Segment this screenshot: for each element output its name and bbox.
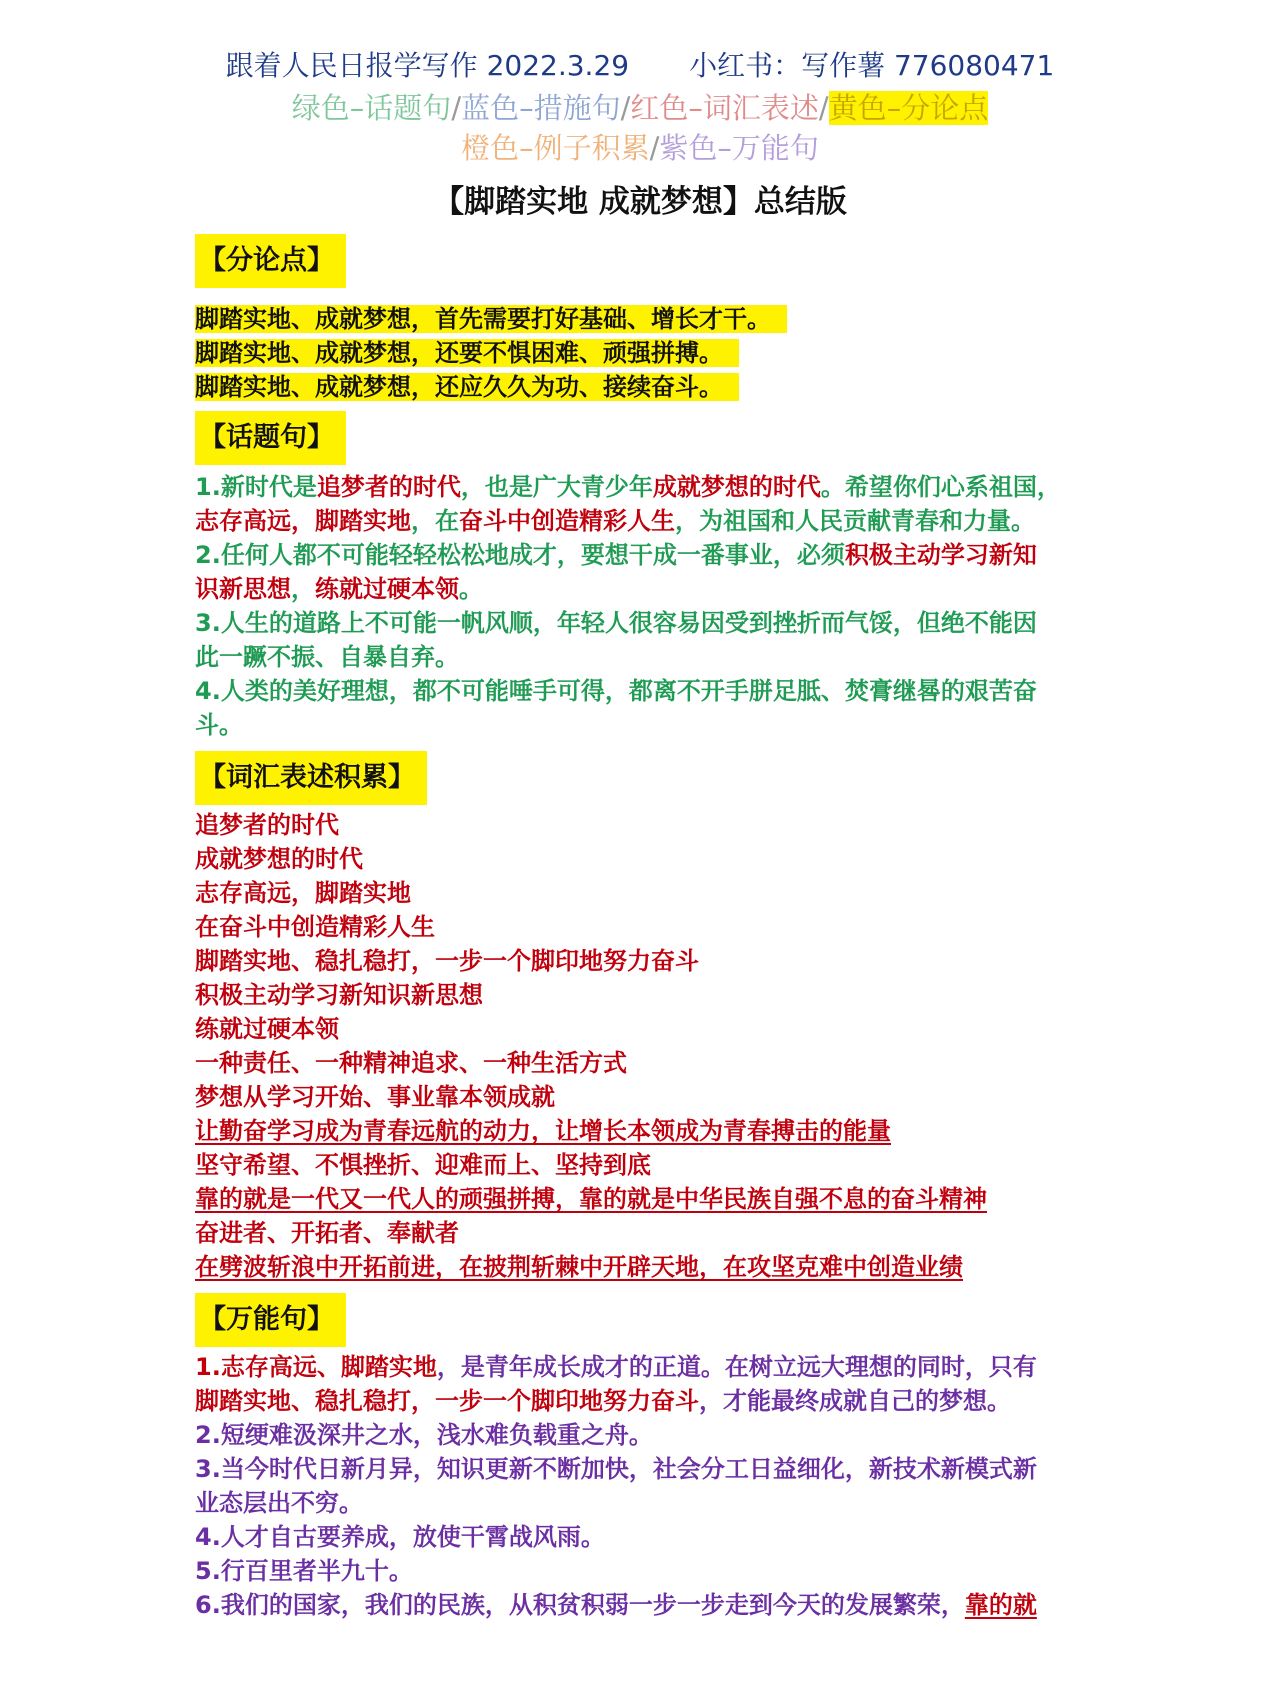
vocab-item: 志存高远，脚踏实地 bbox=[195, 879, 411, 907]
universal-text: 6.我们的国家，我们的民族，从积贫积弱一步一步走到今天的发展繁荣， bbox=[195, 1591, 965, 1619]
topic-text: ， bbox=[291, 575, 315, 603]
topic-text: 4.人类的美好理想，都不可能唾手可得，都离不开手胼足胝、焚膏继晷的艰苦奋 bbox=[195, 677, 1037, 705]
universal-vocab-underlined: 靠的就 bbox=[964, 1591, 1037, 1619]
topic-vocab: 积极主动学习新知 bbox=[844, 541, 1037, 569]
legend-separator: / bbox=[451, 91, 462, 125]
vocab-item: 梦想从学习开始、事业靠本领成就 bbox=[195, 1083, 555, 1111]
universal-text: 4.人才自古要养成，放使干霄战风雨。 bbox=[195, 1523, 605, 1551]
vocab-item: 练就过硬本领 bbox=[195, 1015, 339, 1043]
topic-text: ，也是广大青少年 bbox=[460, 473, 653, 501]
vocab-item: 追梦者的时代 bbox=[195, 811, 339, 839]
universal-text: 5.行百里者半九十。 bbox=[195, 1557, 413, 1585]
color-legend-line-2 bbox=[0, 126, 1280, 167]
topic-sentences bbox=[195, 470, 1115, 742]
point-item: 脚踏实地、成就梦想，首先需要打好基础、增长才干。 bbox=[195, 305, 787, 333]
universal-text: ，是青年成长成才的正道。在树立远大理想的同时，只有 bbox=[436, 1353, 1037, 1381]
legend-separator: / bbox=[620, 91, 631, 125]
topic-text: ，在 bbox=[411, 507, 459, 535]
topic-text: 斗。 bbox=[195, 711, 243, 739]
vocab-item: 在奋斗中创造精彩人生 bbox=[195, 913, 435, 941]
vocab-item: 奋进者、开拓者、奉献者 bbox=[195, 1219, 459, 1247]
vocab-item: 坚守希望、不惧挫折、迎难而上、坚持到底 bbox=[195, 1151, 651, 1179]
header-source: 跟着人民日报学写作 2022.3.29 bbox=[225, 49, 630, 82]
universal-text: ，才能最终成就自己的梦想。 bbox=[699, 1387, 1011, 1415]
universal-text: 2.短绠难汲深井之水，浅水难负载重之舟。 bbox=[195, 1421, 653, 1449]
topic-text: 。希望你们心系祖国， bbox=[820, 473, 1061, 501]
universal-text: 业态层出不穷。 bbox=[195, 1489, 363, 1517]
topic-text: 1.新时代是 bbox=[195, 473, 317, 501]
legend-separator: / bbox=[649, 131, 660, 165]
universal-vocab: 脚踏实地、稳扎稳打，一步一个脚印地努力奋斗 bbox=[195, 1387, 699, 1415]
topic-vocab: 成就梦想的时代 bbox=[652, 473, 821, 501]
points-list bbox=[195, 302, 1115, 404]
section-tag-universal: 【万能句】 bbox=[195, 1293, 346, 1347]
topic-vocab: 练就过硬本领 bbox=[315, 575, 459, 603]
point-item: 脚踏实地、成就梦想，还应久久为功、接续奋斗。 bbox=[195, 373, 739, 401]
legend-separator: / bbox=[818, 91, 829, 125]
vocab-item-underlined: 在劈波斩浪中开拓前进，在披荆斩棘中开辟天地，在攻坚克难中创造业绩 bbox=[195, 1253, 963, 1281]
point-item: 脚踏实地、成就梦想，还要不惧困难、顽强拼搏。 bbox=[195, 339, 739, 367]
legend-red: 红色–词汇表述 bbox=[630, 91, 819, 125]
header-line-1 bbox=[0, 44, 1280, 84]
vocab-item: 积极主动学习新知识新思想 bbox=[195, 981, 483, 1009]
section-tag-vocab: 【词汇表述积累】 bbox=[195, 751, 427, 805]
topic-text: 。 bbox=[459, 575, 483, 603]
universal-vocab: 1.志存高远、脚踏实地 bbox=[195, 1353, 437, 1381]
topic-vocab: 志存高远，脚踏实地 bbox=[195, 507, 411, 535]
vocab-item: 脚踏实地、稳扎稳打，一步一个脚印地努力奋斗 bbox=[195, 947, 699, 975]
section-tag-points: 【分论点】 bbox=[195, 234, 346, 288]
topic-text: 此一蹶不振、自暴自弃。 bbox=[195, 643, 459, 671]
topic-vocab: 奋斗中创造精彩人生 bbox=[459, 507, 675, 535]
universal-text: 3.当今时代日新月异，知识更新不断加快，社会分工日益细化，新技术新模式新 bbox=[195, 1455, 1037, 1483]
topic-text: ，为祖国和人民贡献青春和力量。 bbox=[675, 507, 1035, 535]
topic-text: 2.任何人都不可能轻轻松松地成才，要想干成一番事业，必须 bbox=[195, 541, 845, 569]
legend-purple: 紫色–万能句 bbox=[659, 131, 819, 165]
topic-text: 3.人生的道路上不可能一帆风顺，年轻人很容易因受到挫折而气馁，但绝不能因 bbox=[195, 609, 1037, 637]
legend-blue: 蓝色–措施句 bbox=[461, 91, 621, 125]
universal-sentences bbox=[195, 1350, 1115, 1622]
topic-vocab: 追梦者的时代 bbox=[316, 473, 461, 501]
vocab-item-underlined: 让勤奋学习成为青春远航的动力，让增长本领成为青春搏击的能量 bbox=[195, 1117, 891, 1145]
vocab-item: 一种责任、一种精神追求、一种生活方式 bbox=[195, 1049, 627, 1077]
vocab-list bbox=[195, 808, 1115, 1284]
section-tag-topic: 【话题句】 bbox=[195, 411, 346, 465]
legend-yellow: 黄色–分论点 bbox=[828, 91, 989, 125]
topic-vocab: 识新思想 bbox=[195, 575, 291, 603]
page-title: 【脚踏实地 成就梦想】总结版 bbox=[433, 184, 847, 220]
header-account: 小红书：写作薯 776080471 bbox=[689, 49, 1055, 82]
color-legend-line-1 bbox=[0, 86, 1280, 127]
legend-orange: 橙色–例子积累 bbox=[461, 131, 650, 165]
vocab-item-underlined: 靠的就是一代又一代人的顽强拼搏，靠的就是中华民族自强不息的奋斗精神 bbox=[195, 1185, 987, 1213]
vocab-item: 成就梦想的时代 bbox=[195, 845, 363, 873]
legend-green: 绿色–话题句 bbox=[291, 91, 452, 125]
